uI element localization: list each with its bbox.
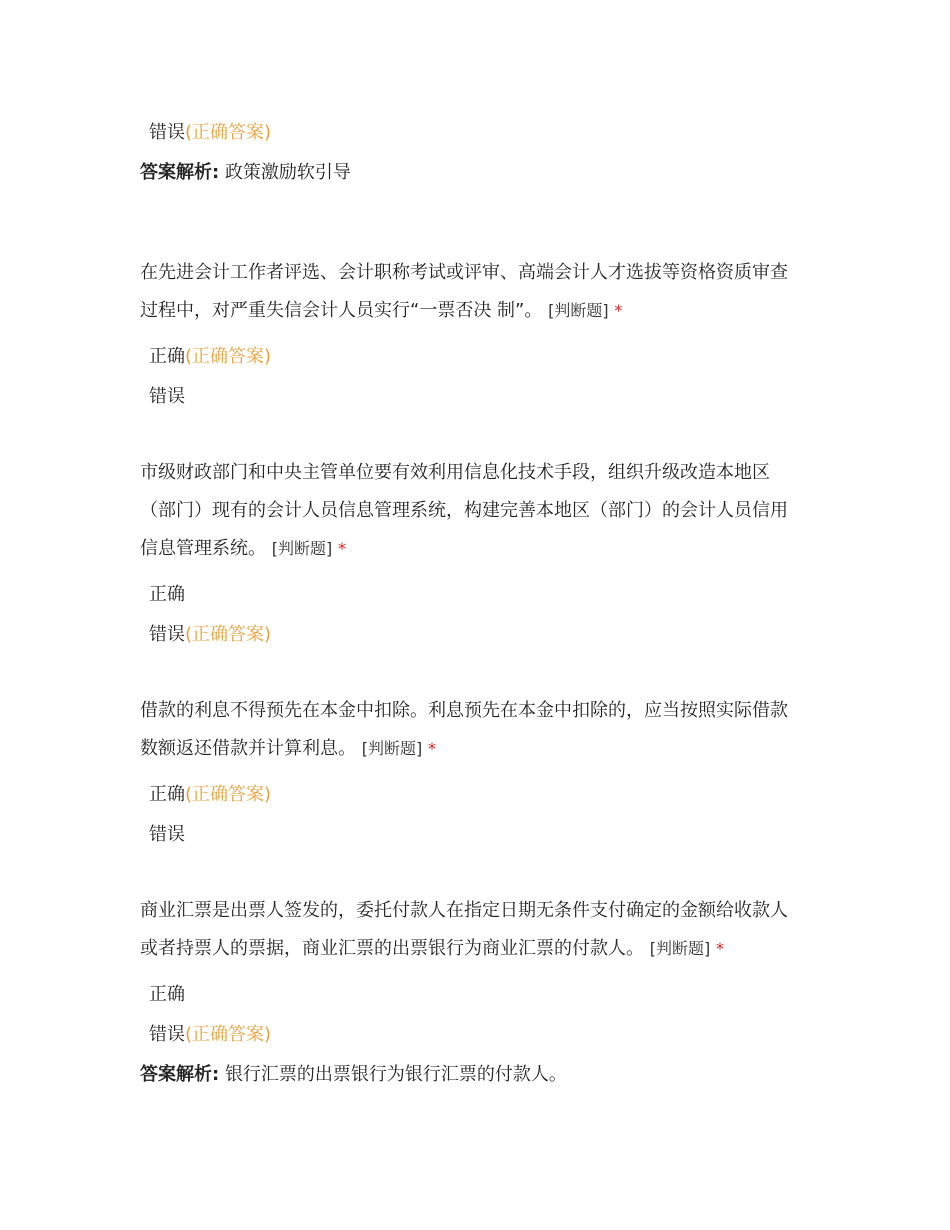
analysis-label: 答案解析: — [140, 1064, 220, 1085]
option-text: 错误 — [149, 1024, 185, 1045]
required-mark: * — [337, 539, 346, 558]
question-3-option-correct — [149, 783, 271, 807]
question-type-tag: [判断题] — [361, 739, 423, 758]
analysis-text: 银行汇票的出票银行为银行汇票的付款人。 — [224, 1064, 567, 1085]
correct-answer-tag: (正确答案) — [185, 122, 272, 143]
question-4-text-line-2 — [140, 937, 820, 961]
question-text: 数额返还借款并计算利息。 — [140, 738, 356, 759]
question-1-option-correct — [149, 345, 271, 369]
option-text: 正确 — [149, 984, 185, 1005]
question-text: 过程中，对严重失信会计人员实行“一票否决 制”。 — [140, 300, 543, 321]
required-mark: * — [715, 939, 724, 958]
question-2-option-wrong — [149, 623, 271, 647]
answer-analysis — [140, 1063, 567, 1087]
required-mark: * — [614, 301, 623, 320]
question-2-option-correct — [149, 583, 185, 607]
question-4-option-wrong — [149, 1023, 271, 1047]
question-2-text-line-3 — [140, 537, 820, 561]
question-text: 或者持票人的票据，商业汇票的出票银行为商业汇票的付款人。 — [140, 938, 644, 959]
correct-answer-tag: (正确答案) — [185, 784, 272, 805]
correct-answer-tag: (正确答案) — [185, 624, 272, 645]
option-text: 错误 — [149, 824, 185, 845]
option-text: 错误 — [149, 122, 185, 143]
question-3-text-line-2 — [140, 737, 820, 761]
question-text: 信息管理系统。 — [140, 538, 266, 559]
question-1-text-line-1: 在先进会计工作者评选、会计职称考试或评审、高端会计人才选拔等资格资质审查 — [140, 262, 788, 283]
correct-answer-tag: (正确答案) — [185, 1024, 272, 1045]
question-type-tag: [判断题] — [548, 301, 609, 320]
question-2-text-line-2: （部门）现有的会计人员信息管理系统，构建完善本地区（部门）的会计人员信用 — [140, 500, 788, 521]
option-wrong — [149, 121, 271, 145]
question-3-text-line-1: 借款的利息不得预先在本金中扣除。利息预先在本金中扣除的，应当按照实际借款 — [140, 700, 788, 721]
option-text: 错误 — [149, 386, 185, 407]
question-4-option-correct — [149, 983, 185, 1007]
question-1-text-line-2 — [140, 299, 820, 323]
correct-answer-tag: (正确答案) — [185, 346, 272, 367]
question-type-tag: [判断题] — [649, 939, 711, 958]
question-type-tag: [判断题] — [271, 539, 333, 558]
option-text: 错误 — [149, 624, 185, 645]
required-mark: * — [427, 739, 436, 758]
question-1-option-wrong — [149, 385, 185, 409]
analysis-text: 政策激励软引导 — [224, 162, 351, 183]
analysis-label: 答案解析: — [140, 162, 220, 183]
option-text: 正确 — [149, 584, 185, 605]
answer-analysis — [140, 161, 351, 185]
question-4-text-line-1: 商业汇票是出票人签发的，委托付款人在指定日期无条件支付确定的金额给收款人 — [140, 900, 788, 921]
option-text: 正确 — [149, 784, 185, 805]
question-2-text-line-1: 市级财政部门和中央主管单位要有效利用信息化技术手段，组织升级改造本地区 — [140, 462, 770, 483]
option-text: 正确 — [149, 346, 185, 367]
question-3-option-wrong — [149, 823, 185, 847]
